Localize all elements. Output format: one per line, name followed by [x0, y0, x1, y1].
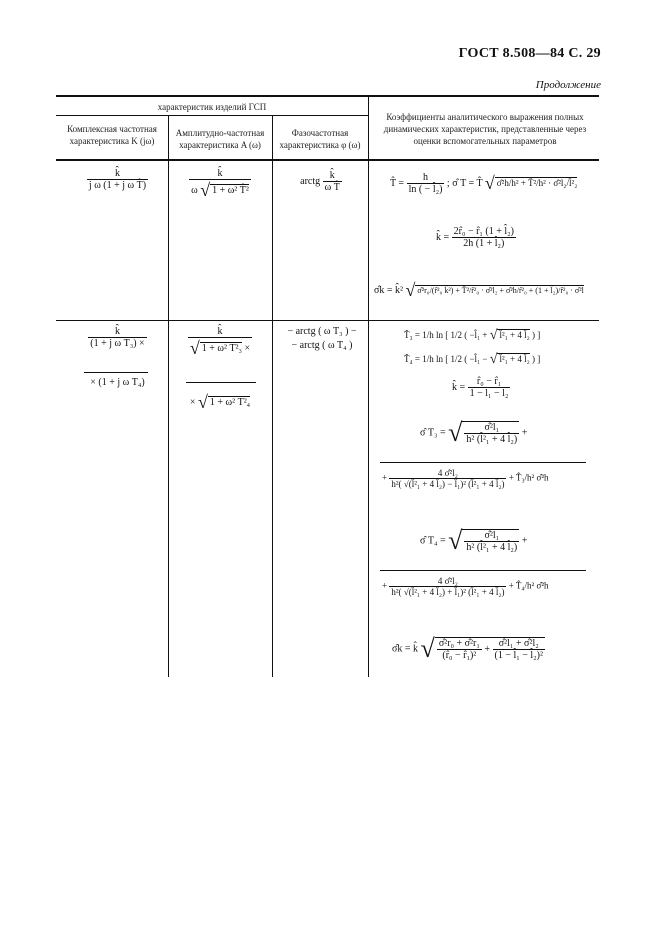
row2-amp-den1-root: 1 + ω² T²₃ [201, 342, 243, 354]
col-header-coefficients: Коэффициенты аналитического выражения полных динамических характеристик, представленные через оценки вспомогательных параметров [383, 112, 587, 146]
row2-eq-sk-f1-den: (r̂₀ − r̂₁)² [442, 649, 477, 661]
row2-eq-T4-mid: 1/2 ( −l̂₁ − [450, 354, 488, 365]
row1-eq-k-numerator: 2r̂₀ − r̂₁ (1 + l̂₂) [453, 226, 514, 237]
row-divider [56, 320, 599, 321]
row1-phase-formula [276, 170, 366, 193]
row2-eq-sT3-b-den: h²( √(l̂²₁ + 4 l̂₂) − l̂₁)² (l̂²₁ + 4 l̂₂) [391, 479, 505, 489]
group-header-rule [56, 115, 368, 116]
continuation-label: Продолжение [535, 79, 601, 91]
row2-amp-den1 [188, 338, 252, 359]
row2-eq-T4-end: ) ] [532, 354, 541, 365]
sqrt-icon: √ [489, 328, 498, 343]
sqrt-icon: √ [448, 526, 463, 555]
row1-eq-sk-lhs: σ̂k = k̂² [374, 284, 404, 296]
row2-eq-sigma-T3 [420, 418, 527, 448]
row2-eq-k-numerator: r̂₀ − r̂₁ [468, 376, 511, 388]
sqrt-icon: √ [405, 280, 416, 300]
row2-eq-sT3-vinculum [380, 462, 586, 463]
row2-eq-sk-plus: + [484, 643, 491, 655]
row2-eq-sT4-plus: + [521, 535, 528, 547]
row1-eq-k [436, 226, 516, 249]
row2-eq-k-lhs: k̂ = [452, 381, 466, 393]
row2-eq-sk-lhs: σ̂k = k̂ [392, 643, 419, 655]
row1-eq-k-denominator: 2h (1 + l̂₂) [463, 238, 505, 249]
row1-eq-sigmaT-lhs: ; σ̂ T = T̂ [446, 177, 483, 189]
row2-eq-sigma-k [392, 634, 545, 664]
row1-amp-denominator [189, 180, 251, 201]
sqrt-icon: √ [197, 392, 208, 412]
sqrt-icon: √ [200, 180, 211, 200]
row1-eq-k-lhs: k̂ = [436, 231, 450, 243]
sqrt-icon: √ [484, 173, 495, 193]
table-top-rule [56, 95, 599, 97]
row2-eq-sk-f2-num: σ̂²l₁ + σ̂²l₂ [493, 638, 545, 650]
row1-amp-numerator: k̂ [189, 168, 251, 180]
row2-eq-sT4-b-tail: + T̂₄/h² σ̂²h [508, 580, 549, 591]
sqrt-icon: √ [489, 352, 498, 367]
row2-eq-sk-root [435, 637, 545, 661]
row1-eq-T-denominator: ln ( − l̂₂) [408, 184, 443, 195]
col-header-complex: Комплексная частотная характеристика K (jω) [67, 124, 157, 146]
row2-eq-sT4-bottom [382, 576, 549, 597]
col-divider-3 [368, 95, 369, 677]
row2-amp-den1-tail: × [244, 342, 251, 354]
col-divider-2 [272, 115, 273, 677]
row2-eq-k [452, 376, 510, 399]
row1-phase-arctg: arctg [300, 175, 321, 187]
sqrt-icon: √ [448, 418, 463, 447]
row2-eq-sT4-root-den: h² (l̂²₁ + 4 l̂₂) [466, 541, 518, 553]
row1-amp-omega: ω [191, 184, 198, 196]
row2-eq-sigma-T4 [420, 526, 527, 556]
row1-phase-denominator: ω T̂ [324, 182, 340, 193]
row1-complex-formula [70, 168, 165, 191]
row2-amp-rule [186, 382, 256, 383]
row1-eq-sigmaT-root: σ̂²h/h² + T̂²/h² · σ̂²l₂/l̂²₂ [496, 177, 578, 188]
row1-phase-numerator: k̂ [323, 170, 342, 182]
row2-eq-sT4-b-num: 4 σ̂²l₂ [389, 576, 506, 587]
row2-amp-den2 [172, 392, 268, 413]
row2-eq-sT3-b-num: 4 σ̂²l₂ [389, 468, 506, 479]
row2-eq-T3 [404, 328, 540, 344]
row2-eq-T4-root: l̂²₁ + 4 l̂₂ [499, 354, 530, 365]
row1-eq-sk-root: σ̂²r₀/(r̂²₀ k̂²) + T̂²/r̂²₀ · σ̂²l₂ + σ̂²h/r̂²₀ + (1 + l̂₂)/r̂²₀ · σ̂²l [417, 285, 584, 295]
row2-phase-formula [276, 326, 368, 351]
row2-eq-sT3-root-num: σ̂²l₁ [464, 422, 519, 434]
row2-eq-sT4-lhs: σ̂ T₄ = [420, 535, 446, 547]
row1-complex-denominator: j ω (1 + j ω T̂) [88, 180, 147, 191]
row2-eq-sT4-b-pre: + [382, 580, 388, 591]
row2-eq-sT3-lhs: σ̂ T₃ = [420, 427, 446, 439]
row2-amplitude-formula [172, 326, 268, 359]
row2-complex-rule [84, 372, 148, 373]
header-bottom-rule [56, 159, 599, 161]
row2-phase-line1: − arctg ( ω T₃ ) − [287, 326, 357, 337]
row1-complex-numerator: k̂ [87, 168, 148, 180]
row2-complex-den1: (1 + j ω T₃) × [90, 338, 145, 349]
row2-eq-sk-f2-den: (1 − l̂₁ − l̂₂)² [494, 649, 543, 661]
row2-eq-sT4-root [462, 529, 519, 553]
row1-eq-T [390, 172, 577, 195]
row2-eq-sT3-b-pre: + [382, 472, 388, 483]
row1-amplitude-formula [172, 168, 268, 201]
row1-eq-sigma-k [374, 280, 584, 301]
row2-eq-sT4-root-num: σ̂²l₁ [464, 530, 519, 542]
row2-eq-sT3-root [462, 421, 519, 445]
row2-eq-sT4-vinculum [380, 570, 586, 571]
row2-eq-T3-end: ) ] [532, 330, 541, 341]
col-header-phase: Фазочастотная характеристика φ (ω) [279, 128, 361, 150]
col-divider-1 [168, 115, 169, 677]
row2-complex-numerator: k̂ [88, 326, 146, 338]
row2-amp-den2-pre: × [189, 396, 196, 408]
page-header: ГОСТ 8.508—84 С. 29 [458, 46, 601, 61]
row2-eq-sT3-bottom [382, 468, 549, 489]
row2-eq-sT3-b-tail: + T̂₃/h² σ̂²h [508, 472, 549, 483]
row2-complex-den2: × (1 + j ω T₄) [90, 377, 145, 388]
row2-eq-sT3-root-den: h² (l̂²₁ + 4 l̂₂) [466, 433, 518, 445]
col-header-amplitude: Амплитудно-частотная характеристика A (ω) [175, 128, 265, 150]
row1-eq-T-numerator: h [407, 172, 445, 184]
row2-eq-T3-root: l̂²₁ + 4 l̂₂ [499, 330, 530, 341]
row1-amp-root: 1 + ω² T̂² [212, 184, 249, 196]
row2-eq-sT4-b-den: h²( √(l̂²₁ + 4 l̂₂) + l̂₁)² (l̂²₁ + 4 l̂₂) [391, 587, 505, 597]
row2-amp-den2-root: 1 + ω² T²₄ [209, 396, 251, 408]
row2-eq-sT3-plus: + [521, 427, 528, 439]
row1-eq-T-lhs: T̂ = [390, 177, 405, 189]
sqrt-icon: √ [189, 338, 200, 358]
row2-complex-formula [70, 326, 165, 349]
row2-amp-numerator: k̂ [188, 326, 252, 338]
row2-eq-sk-f1-num: σ̂²r₀ + σ̂²r₁ [438, 637, 480, 649]
row2-eq-k-denominator: 1 − l₁ − l₂ [469, 388, 509, 399]
group-header: характеристик изделий ГСП [157, 102, 267, 112]
row2-eq-T4 [404, 352, 540, 368]
row2-eq-T4-lhs: T̂₄ = 1/h ln [ [404, 354, 449, 365]
row2-eq-T3-lhs: T̂₃ = 1/h ln [ [404, 330, 449, 341]
sqrt-icon: √ [420, 634, 435, 663]
row2-phase-line2: − arctg ( ω T₄ ) [291, 340, 353, 351]
row2-eq-T3-mid: 1/2 ( −l̂₁ + [450, 330, 488, 341]
